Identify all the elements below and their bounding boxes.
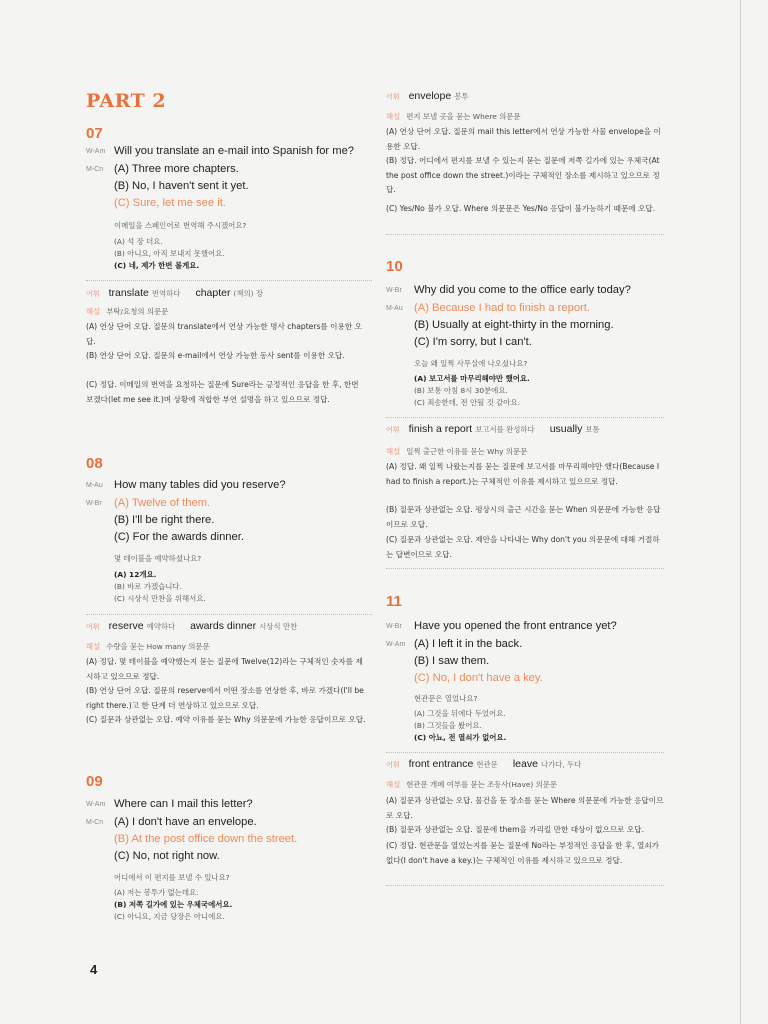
speaker-label: W-Br	[86, 500, 102, 507]
explanation-tag: 해설	[86, 642, 101, 651]
explanation: (B) 연상 단어 오답. 질문의 e-mail에서 연상 가능한 동사 sent를 이용한 오답.	[86, 351, 345, 360]
vocab-row	[386, 90, 480, 102]
speaker-label: M-Au	[386, 305, 403, 312]
speaker-label: W-Br	[386, 623, 402, 630]
answer-option: (B) I'll be right there.	[114, 514, 215, 526]
explanation: (C) 질문과 상관없는 오답. 예약 이유를 묻는 Why 의문문에 가능한 응답이므로 오답.	[86, 715, 366, 724]
explanation: (B) 연상 단어 오답. 질문의 reserve에서 어떤 장소를 연상한 후, 바로 가겠다(I'll be right there.)고 한 단계 더 연상하고 있으므로 오답.	[86, 686, 364, 710]
explanation-type: 수량을 묻는 How many 의문문	[106, 642, 210, 651]
explanation: (B) 정답. 어디에서 편지를 보낼 수 있는지 묻는 질문에 저쪽 길가에 있는 우체국(At the post office down the street.)이라는 구체적인 장소를 제시하고 있으므로 정답.	[386, 156, 660, 194]
translation-answer: (C) 죄송한데, 전 안될 것 같아요.	[414, 398, 520, 407]
explanation-tag: 해설	[386, 780, 401, 789]
vocab-row	[86, 287, 275, 299]
translation-answer: (A) 그것을 뒤에다 두었어요.	[414, 709, 506, 718]
explanation: (B) 질문과 상관없는 오답. 질문에 them을 가리킬 만한 대상이 없으므로 오답.	[386, 825, 645, 834]
page-number: 4	[90, 962, 98, 977]
vocab-meaning: 시상식 만찬	[259, 622, 298, 631]
speaker-label: M-Cn	[86, 819, 104, 826]
speaker-label: W-Am	[86, 148, 106, 155]
explanation-heading	[86, 306, 168, 317]
vocab-tag: 어휘	[86, 290, 100, 298]
explanation: (A) 질문과 상관없는 오답. 물건을 둔 장소를 묻는 Where 의문문에 가능한 응답이므로 오답.	[386, 796, 664, 820]
explanation-heading	[86, 641, 210, 652]
translation-answer: (B) 저쪽 길가에 있는 우체국에서요.	[114, 900, 233, 909]
divider	[386, 752, 664, 753]
vocab-row	[386, 423, 612, 435]
speaker-label: M-Cn	[86, 166, 104, 173]
explanation: (C) 정답. 현관문을 열었는지를 묻는 질문에 No라는 부정적인 응답을 한 후, 열쇠가 없다(I don't have a key.)는 구체적인 이유를 제시하고 있으므로 정답.	[386, 841, 659, 865]
question-text: Have you opened the front entrance yet?	[414, 620, 617, 632]
explanation: (A) 연상 단어 오답. 질문의 translate에서 연상 가능한 명사 chapters를 이용한 오답.	[86, 322, 362, 346]
vocab-term: finish a report	[408, 423, 473, 435]
vocab-row	[86, 620, 309, 632]
correct-answer: (B) At the post office down the street.	[114, 833, 298, 845]
vocab-term: awards dinner	[190, 620, 257, 632]
page-edge	[740, 0, 741, 1024]
answer-option: (A) I don't have an envelope.	[114, 816, 257, 828]
explanation-tag: 해설	[86, 307, 101, 316]
question-number: 08	[86, 455, 103, 472]
translation-answer: (C) 네, 제가 한번 볼게요.	[114, 261, 200, 270]
vocab-meaning: 나가다, 두다	[540, 760, 582, 769]
speaker-label: W-Am	[386, 641, 406, 648]
vocab-term: envelope	[408, 90, 452, 102]
question-text: How many tables did you reserve?	[114, 479, 286, 491]
divider	[386, 568, 664, 569]
explanation: (A) 정답. 몇 테이블을 예약했는지 묻는 질문에 Twelve(12)라는 구체적인 숫자를 제시하고 있으므로 정답.	[86, 657, 363, 681]
translation-answer: (C) 아뇨, 전 열쇠가 없어요.	[414, 733, 507, 742]
answer-option: (C) For the awards dinner.	[114, 531, 244, 543]
explanation-type: 일찍 출근한 이유를 묻는 Why 의문문	[406, 447, 528, 456]
explanation: (B) 질문과 상관없는 오답. 평상시의 출근 시간을 묻는 When 의문문에 가능한 응답이므로 오답.	[386, 505, 661, 529]
correct-answer: (A) Because I had to finish a report.	[414, 302, 590, 314]
explanation: (A) 정답. 왜 일찍 나왔는지를 묻는 질문에 보고서를 마무리해야만 했다(Because I had to finish a report.)는 구체적인 이유를 제시하고 있으므로 정답.	[386, 462, 660, 486]
vocab-tag: 어휘	[386, 426, 400, 434]
vocab-meaning: 보통	[585, 425, 600, 434]
translation-answer: (B) 보통 아침 8시 30분에요.	[414, 386, 508, 395]
question-text: Where can I mail this letter?	[114, 798, 253, 810]
answer-option: (C) No, not right now.	[114, 850, 220, 862]
vocab-term: front entrance	[408, 758, 474, 770]
translation-answer: (A) 보고서를 마무리해야만 했어요.	[414, 374, 530, 383]
translation-answer: (C) 아니요, 지금 당장은 아니에요.	[114, 912, 225, 921]
question-number: 09	[86, 773, 103, 790]
vocab-term: leave	[512, 758, 538, 770]
translation-question: 이메일을 스페인어로 번역해 주시겠어요?	[114, 221, 247, 230]
question-number: 07	[86, 125, 103, 142]
vocab-term: chapter	[195, 287, 231, 299]
translation-question: 몇 테이블을 예약하셨나요?	[114, 554, 202, 563]
divider	[386, 885, 664, 886]
vocab-meaning: 봉투	[454, 92, 469, 101]
question-number: 11	[386, 593, 402, 610]
explanation: (C) 정답. 이메일의 번역을 요청하는 질문에 Sure라는 긍정적인 응답을 한 후, 한번 보겠다(let me see it.)며 상황에 적합한 부연 설명을 하고 있으므로 정답.	[86, 380, 359, 404]
answer-option: (A) I left it in the back.	[414, 638, 523, 650]
explanation-heading	[386, 779, 557, 790]
correct-answer: (A) Twelve of them.	[114, 497, 211, 509]
explanation-type: 편지 보낼 곳을 묻는 Where 의문문	[406, 112, 521, 121]
vocab-meaning: 현관문	[476, 760, 498, 769]
vocab-term: translate	[108, 287, 149, 299]
translation-answer: (A) 저는 봉투가 없는데요.	[114, 888, 199, 897]
question-text: Will you translate an e-mail into Spanish for me?	[114, 145, 355, 157]
question-text: Why did you come to the office early today?	[414, 284, 631, 296]
vocab-tag: 어휘	[386, 93, 400, 101]
vocab-term: usually	[549, 423, 583, 435]
correct-answer: (C) No, I don't have a key.	[414, 672, 543, 684]
translation-question: 어디에서 이 편지를 보낼 수 있나요?	[114, 873, 230, 882]
correct-answer: (C) Sure, let me see it.	[114, 197, 226, 209]
translation-question: 오늘 왜 일찍 사무실에 나오셨나요?	[414, 359, 528, 368]
speaker-label: W-Am	[86, 801, 106, 808]
vocab-meaning: (책의) 장	[233, 289, 264, 298]
divider	[86, 280, 372, 281]
speaker-label: W-Br	[386, 287, 402, 294]
divider	[386, 417, 664, 418]
vocab-meaning: 번역하다	[151, 289, 181, 298]
answer-option: (B) I saw them.	[414, 655, 490, 667]
translation-answer: (B) 그것들을 봤어요.	[414, 721, 482, 730]
vocab-meaning: 보고서를 완성하다	[475, 425, 535, 434]
explanation-tag: 해설	[386, 447, 401, 456]
translation-answer: (B) 아니요, 아직 보내지 못했어요.	[114, 249, 225, 258]
translation-answer: (C) 시상식 만찬을 위해서요.	[114, 594, 206, 603]
answer-option: (A) Three more chapters.	[114, 163, 239, 175]
explanation: (C) 질문과 상관없는 오답. 제안을 나타내는 Why don't you 의문문에 대해 거절하는 답변이므로 오답.	[386, 535, 660, 559]
part-title: PART 2	[86, 90, 167, 112]
divider	[386, 234, 664, 235]
answer-option: (B) No, I haven't sent it yet.	[114, 180, 249, 192]
speaker-label: M-Au	[86, 482, 103, 489]
divider	[86, 614, 372, 615]
translation-question: 현관문은 열었나요?	[414, 694, 478, 703]
explanation: (A) 연상 단어 오답. 질문의 mail this letter에서 연상 가능한 사물 envelope을 이용한 오답.	[386, 127, 661, 151]
translation-answer: (A) 석 장 더요.	[114, 237, 163, 246]
answer-option: (C) I'm sorry, but I can't.	[414, 336, 532, 348]
explanation: (C) Yes/No 불가 오답. Where 의문문은 Yes/No 응답이 불가능하기 때문에 오답.	[386, 204, 656, 213]
question-number: 10	[386, 258, 403, 275]
explanation-type: 현관문 개폐 여부를 묻는 조동사(Have) 의문문	[406, 780, 558, 789]
answer-option: (B) Usually at eight-thirty in the morning.	[414, 319, 614, 331]
explanation-heading	[386, 446, 527, 457]
vocab-row	[386, 758, 593, 770]
translation-answer: (A) 12개요.	[114, 570, 157, 579]
vocab-meaning: 예약하다	[146, 622, 176, 631]
vocab-term: reserve	[108, 620, 144, 632]
vocab-tag: 어휘	[386, 761, 400, 769]
translation-answer: (B) 바로 가겠습니다.	[114, 582, 182, 591]
explanation-tag: 해설	[386, 112, 401, 121]
explanation-type: 부탁/요청의 의문문	[106, 307, 169, 316]
explanation-heading	[386, 111, 521, 122]
vocab-tag: 어휘	[86, 623, 100, 631]
